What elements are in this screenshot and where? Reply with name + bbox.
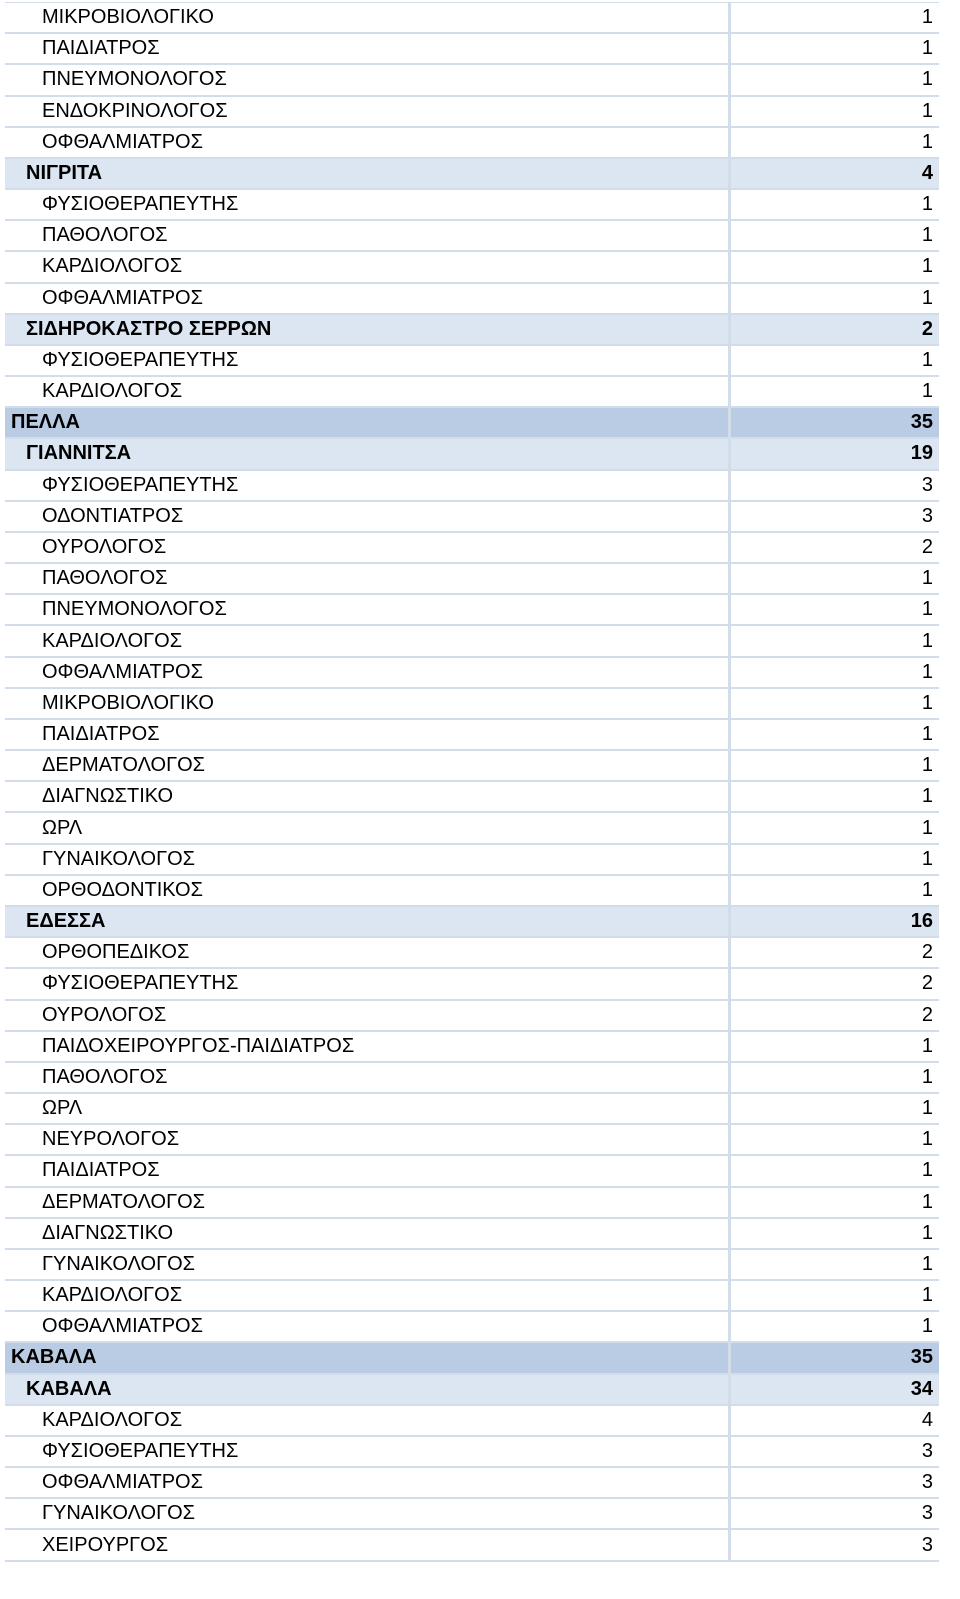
row-count: 1 bbox=[921, 1097, 933, 1120]
row-count: 2 bbox=[921, 1003, 933, 1026]
specialty-row bbox=[5, 502, 939, 533]
row-label: ΕΔΕΣΣΑ bbox=[5, 907, 731, 936]
row-count: 1 bbox=[921, 1159, 933, 1182]
pivot-table bbox=[5, 2, 939, 1562]
specialty-row bbox=[5, 284, 939, 315]
row-label: ΧΕΙΡΟΥΡΓΟΣ bbox=[5, 1530, 731, 1559]
row-label: ΦΥΣΙΟΘΕΡΑΠΕΥΤΗΣ bbox=[5, 1437, 731, 1466]
row-label: ΠΑΙΔΙΑΤΡΟΣ bbox=[5, 1156, 731, 1185]
specialty-row bbox=[5, 1063, 939, 1094]
row-label: ΓΥΝΑΙΚΟΛΟΓΟΣ bbox=[5, 1250, 731, 1279]
row-count: 3 bbox=[921, 1471, 933, 1494]
row-count: 1 bbox=[921, 629, 933, 652]
specialty-row bbox=[5, 1188, 939, 1219]
row-count: 2 bbox=[921, 317, 933, 340]
specialty-row bbox=[5, 1125, 939, 1156]
row-label: ΟΥΡΟΛΟΓΟΣ bbox=[5, 1001, 731, 1030]
row-count: 1 bbox=[921, 598, 933, 621]
specialty-row bbox=[5, 1468, 939, 1499]
city-row bbox=[5, 907, 939, 938]
row-label: ΚΑΡΔΙΟΛΟΓΟΣ bbox=[5, 377, 731, 406]
row-count: 1 bbox=[921, 37, 933, 60]
city-row bbox=[5, 1375, 939, 1406]
specialty-row bbox=[5, 751, 939, 782]
specialty-row bbox=[5, 190, 939, 221]
specialty-row bbox=[5, 1032, 939, 1063]
row-label: ΟΡΘΟΔΟΝΤΙΚΟΣ bbox=[5, 876, 731, 905]
specialty-row bbox=[5, 595, 939, 626]
row-label: ΩΡΛ bbox=[5, 813, 731, 842]
row-label: ΠΑΙΔΟΧΕΙΡΟΥΡΓΟΣ-ΠΑΙΔΙΑΤΡΟΣ bbox=[5, 1032, 731, 1061]
row-count: 1 bbox=[921, 255, 933, 278]
row-label: ΓΥΝΑΙΚΟΛΟΓΟΣ bbox=[5, 845, 731, 874]
row-count: 1 bbox=[921, 878, 933, 901]
row-count: 3 bbox=[921, 1502, 933, 1525]
specialty-row bbox=[5, 377, 939, 408]
row-count: 1 bbox=[921, 286, 933, 309]
row-count: 1 bbox=[921, 567, 933, 590]
row-count: 1 bbox=[921, 193, 933, 216]
row-label: ΚΑΒΑΛΑ bbox=[5, 1375, 731, 1404]
specialty-row bbox=[5, 782, 939, 813]
specialty-row bbox=[5, 252, 939, 283]
row-label: ΠΑΙΔΙΑΤΡΟΣ bbox=[5, 720, 731, 749]
row-label: ΜΙΚΡΟΒΙΟΛΟΓΙΚΟ bbox=[5, 689, 731, 718]
row-label: ΠΑΙΔΙΑΤΡΟΣ bbox=[5, 34, 731, 63]
row-count: 16 bbox=[910, 910, 933, 933]
row-label: ΚΑΡΔΙΟΛΟΓΟΣ bbox=[5, 1406, 731, 1435]
row-label: ΚΑΡΔΙΟΛΟΓΟΣ bbox=[5, 252, 731, 281]
row-count: 1 bbox=[921, 660, 933, 683]
row-count: 2 bbox=[921, 941, 933, 964]
row-label: ΦΥΣΙΟΘΕΡΑΠΕΥΤΗΣ bbox=[5, 471, 731, 500]
row-count: 19 bbox=[910, 442, 933, 465]
row-label: ΟΡΘΟΠΕΔΙΚΟΣ bbox=[5, 938, 731, 967]
specialty-row bbox=[5, 938, 939, 969]
row-count: 1 bbox=[921, 6, 933, 29]
specialty-row bbox=[5, 346, 939, 377]
row-label: ΟΥΡΟΛΟΓΟΣ bbox=[5, 533, 731, 562]
specialty-row bbox=[5, 221, 939, 252]
specialty-row bbox=[5, 876, 939, 907]
row-count: 1 bbox=[921, 1284, 933, 1307]
region-row bbox=[5, 408, 939, 439]
row-label: ΠΕΛΛΑ bbox=[5, 408, 731, 437]
row-label: ΠΑΘΟΛΟΓΟΣ bbox=[5, 221, 731, 250]
row-count: 1 bbox=[921, 1190, 933, 1213]
row-count: 1 bbox=[921, 816, 933, 839]
row-count: 1 bbox=[921, 348, 933, 371]
specialty-row bbox=[5, 1219, 939, 1250]
row-label: ΜΙΚΡΟΒΙΟΛΟΓΙΚΟ bbox=[5, 3, 731, 32]
row-count: 1 bbox=[921, 723, 933, 746]
row-label: ΟΦΘΑΛΜΙΑΤΡΟΣ bbox=[5, 658, 731, 687]
row-label: ΔΙΑΓΝΩΣΤΙΚΟ bbox=[5, 1219, 731, 1248]
row-count: 1 bbox=[921, 1252, 933, 1275]
specialty-row bbox=[5, 1250, 939, 1281]
specialty-row bbox=[5, 533, 939, 564]
specialty-row bbox=[5, 689, 939, 720]
specialty-row bbox=[5, 1499, 939, 1530]
row-count: 4 bbox=[921, 161, 933, 184]
row-label: ΚΑΡΔΙΟΛΟΓΟΣ bbox=[5, 1281, 731, 1310]
row-count: 1 bbox=[921, 847, 933, 870]
specialty-row bbox=[5, 626, 939, 657]
row-count: 1 bbox=[921, 380, 933, 403]
row-label: ΓΥΝΑΙΚΟΛΟΓΟΣ bbox=[5, 1499, 731, 1528]
specialty-row bbox=[5, 1156, 939, 1187]
specialty-row bbox=[5, 969, 939, 1000]
specialty-row bbox=[5, 1001, 939, 1032]
row-label: ΟΦΘΑΛΜΙΑΤΡΟΣ bbox=[5, 284, 731, 313]
specialty-row bbox=[5, 3, 939, 34]
row-count: 3 bbox=[921, 1439, 933, 1462]
specialty-row bbox=[5, 658, 939, 689]
row-count: 1 bbox=[921, 691, 933, 714]
row-count: 3 bbox=[921, 473, 933, 496]
row-count: 1 bbox=[921, 1065, 933, 1088]
row-label: ΦΥΣΙΟΘΕΡΑΠΕΥΤΗΣ bbox=[5, 190, 731, 219]
specialty-row bbox=[5, 34, 939, 65]
row-label: ΝΕΥΡΟΛΟΓΟΣ bbox=[5, 1125, 731, 1154]
row-label: ΣΙΔΗΡΟΚΑΣΤΡΟ ΣΕΡΡΩΝ bbox=[5, 315, 731, 344]
city-row bbox=[5, 159, 939, 190]
row-label: ΔΙΑΓΝΩΣΤΙΚΟ bbox=[5, 782, 731, 811]
row-label: ΚΑΒΑΛΑ bbox=[5, 1343, 731, 1372]
row-label: ΠΑΘΟΛΟΓΟΣ bbox=[5, 564, 731, 593]
row-label: ΚΑΡΔΙΟΛΟΓΟΣ bbox=[5, 626, 731, 655]
row-count: 1 bbox=[921, 1128, 933, 1151]
row-label: ΕΝΔΟΚΡΙΝΟΛΟΓΟΣ bbox=[5, 97, 731, 126]
specialty-row bbox=[5, 1094, 939, 1125]
city-row bbox=[5, 439, 939, 470]
row-count: 35 bbox=[910, 411, 933, 434]
row-count: 1 bbox=[921, 754, 933, 777]
city-row bbox=[5, 315, 939, 346]
specialty-row bbox=[5, 65, 939, 96]
row-label: ΦΥΣΙΟΘΕΡΑΠΕΥΤΗΣ bbox=[5, 969, 731, 998]
row-count: 1 bbox=[921, 99, 933, 122]
row-count: 3 bbox=[921, 1533, 933, 1556]
specialty-row bbox=[5, 1530, 939, 1561]
specialty-row bbox=[5, 813, 939, 844]
row-label: ΔΕΡΜΑΤΟΛΟΓΟΣ bbox=[5, 751, 731, 780]
specialty-row bbox=[5, 1312, 939, 1343]
region-row bbox=[5, 1343, 939, 1374]
row-count: 2 bbox=[921, 536, 933, 558]
row-count: 1 bbox=[921, 130, 933, 153]
row-count: 1 bbox=[921, 785, 933, 808]
row-label: ΟΦΘΑΛΜΙΑΤΡΟΣ bbox=[5, 1312, 731, 1341]
row-label: ΔΕΡΜΑΤΟΛΟΓΟΣ bbox=[5, 1188, 731, 1217]
specialty-row bbox=[5, 1406, 939, 1437]
specialty-row bbox=[5, 1281, 939, 1312]
row-label: ΠΑΘΟΛΟΓΟΣ bbox=[5, 1063, 731, 1092]
row-count: 1 bbox=[921, 1315, 933, 1338]
row-count: 1 bbox=[921, 1034, 933, 1057]
row-label: ΩΡΛ bbox=[5, 1094, 731, 1123]
specialty-row bbox=[5, 97, 939, 128]
specialty-row bbox=[5, 720, 939, 751]
row-count: 1 bbox=[921, 224, 933, 247]
specialty-row bbox=[5, 845, 939, 876]
row-label: ΟΔΟΝΤΙΑΤΡΟΣ bbox=[5, 502, 731, 531]
specialty-row bbox=[5, 128, 939, 159]
row-count: 2 bbox=[921, 972, 933, 995]
row-count: 4 bbox=[921, 1408, 933, 1431]
row-count: 35 bbox=[910, 1346, 933, 1369]
row-count: 1 bbox=[921, 1221, 933, 1244]
row-label: ΟΦΘΑΛΜΙΑΤΡΟΣ bbox=[5, 128, 731, 157]
row-label: ΠΝΕΥΜΟΝΟΛΟΓΟΣ bbox=[5, 595, 731, 624]
row-label: ΦΥΣΙΟΘΕΡΑΠΕΥΤΗΣ bbox=[5, 346, 731, 375]
specialty-row bbox=[5, 564, 939, 595]
row-count: 1 bbox=[921, 68, 933, 91]
specialty-row bbox=[5, 1437, 939, 1468]
specialty-row bbox=[5, 471, 939, 502]
row-label: ΓΙΑΝΝΙΤΣΑ bbox=[5, 439, 731, 468]
row-label: ΠΝΕΥΜΟΝΟΛΟΓΟΣ bbox=[5, 65, 731, 94]
row-count: 3 bbox=[921, 504, 933, 527]
row-label: ΝΙΓΡΙΤΑ bbox=[5, 159, 731, 188]
row-count: 34 bbox=[910, 1377, 933, 1400]
row-label: ΟΦΘΑΛΜΙΑΤΡΟΣ bbox=[5, 1468, 731, 1497]
